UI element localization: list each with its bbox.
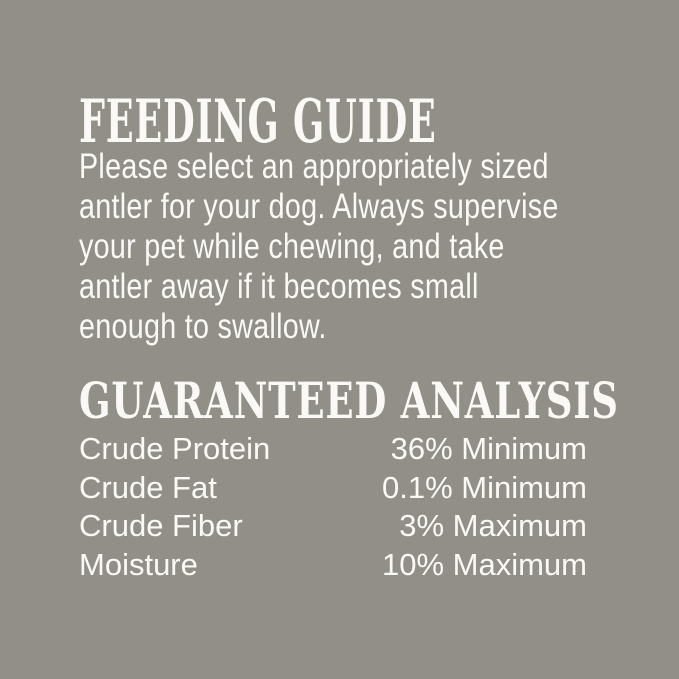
feeding-guide-line: enough to swallow. — [79, 307, 327, 346]
analysis-row — [79, 546, 587, 585]
guaranteed-analysis-title: GUARANTEED ANALYSIS — [79, 371, 619, 430]
nutrient-value: 3% Maximum — [399, 508, 587, 544]
analysis-table — [79, 430, 587, 584]
feeding-guide-line: your pet while chewing, and take — [79, 227, 505, 266]
analysis-row — [79, 507, 587, 546]
nutrient-value: 0.1% Minimum — [382, 469, 587, 505]
feeding-guide-line: antler for your dog. Always supervise — [79, 187, 559, 226]
nutrient-name: Moisture — [79, 546, 198, 582]
nutrient-name: Crude Fiber — [79, 508, 243, 544]
nutrient-value: 10% Maximum — [382, 546, 587, 582]
feeding-guide-line: antler away if it becomes small — [79, 267, 479, 306]
feeding-guide-text — [79, 147, 559, 347]
nutrient-name: Crude Fat — [79, 469, 217, 505]
analysis-row — [79, 430, 587, 469]
nutrient-name: Crude Protein — [79, 431, 271, 466]
analysis-row — [79, 469, 587, 508]
feeding-guide-line: Please select an appropriately sized — [79, 147, 549, 186]
nutrient-value: 36% Minimum — [390, 431, 587, 466]
feeding-guide-title: FEEDING GUIDE — [79, 87, 437, 157]
